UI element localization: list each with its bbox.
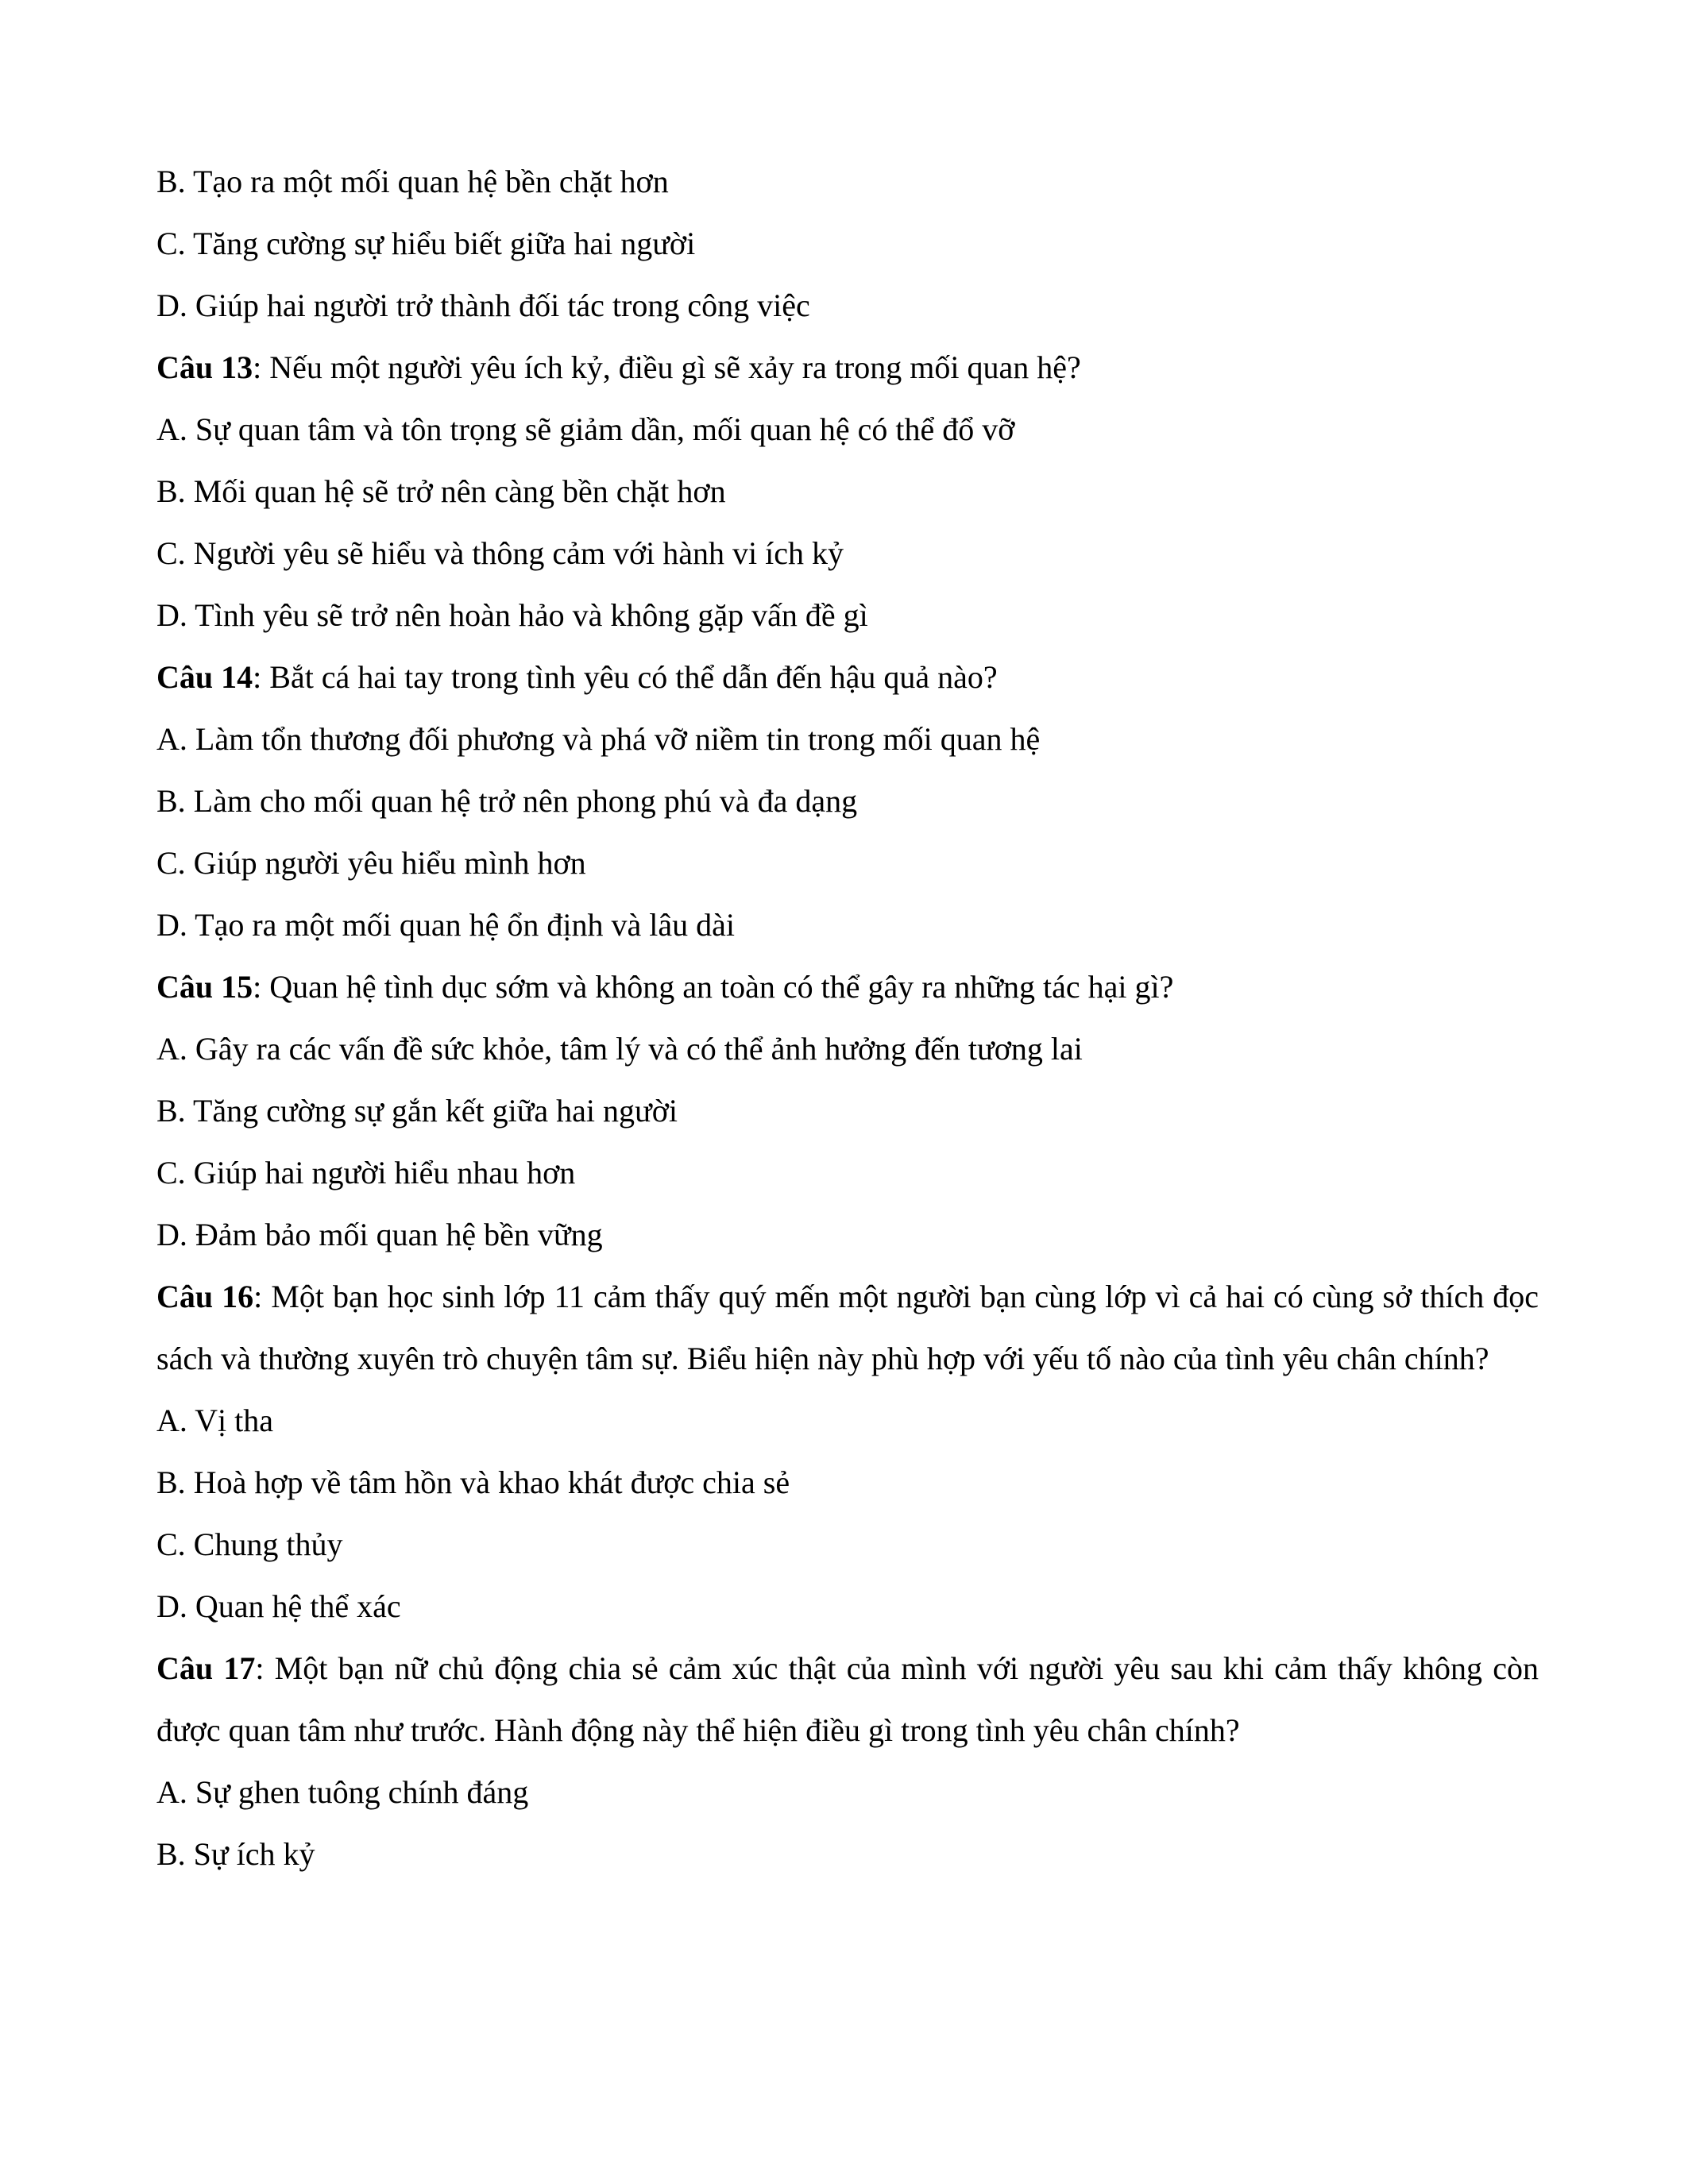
q14-option-d: D. Tạo ra một mối quan hệ ổn định và lâu dài [156, 907, 735, 943]
q17-text: : Một bạn nữ chủ động chia sẻ cảm xúc thật của mình với người yêu sau khi cảm thấy không còn được quan tâm như trước. Hành động này thể hiện điều gì trong tình yêu chân chính? [156, 1650, 1539, 1748]
q14-option-c: C. Giúp người yêu hiểu mình hơn [156, 845, 586, 881]
q14-question [156, 646, 1539, 708]
q16-question [156, 1266, 1539, 1390]
q17-label: Câu 17 [156, 1650, 256, 1686]
q13-option-b: B. Mối quan hệ sẽ trở nên càng bền chặt hơn [156, 473, 726, 509]
q16-option-a: A. Vị tha [156, 1403, 274, 1438]
q15-option-a: A. Gây ra các vấn đề sức khỏe, tâm lý và có thể ảnh hưởng đến tương lai [156, 1031, 1083, 1067]
q16-label: Câu 16 [156, 1279, 254, 1314]
q13-question [156, 337, 1539, 399]
q12-option-c: C. Tăng cường sự hiểu biết giữa hai người [156, 226, 696, 261]
q13-option-c: C. Người yêu sẽ hiểu và thông cảm với hành vi ích kỷ [156, 535, 844, 571]
q13-option-d: D. Tình yêu sẽ trở nên hoàn hảo và không gặp vấn đề gì [156, 597, 868, 633]
q14-option-b: B. Làm cho mối quan hệ trở nên phong phú và đa dạng [156, 783, 858, 819]
q12-option-d: D. Giúp hai người trở thành đối tác trong công việc [156, 287, 810, 323]
q13-text: : Nếu một người yêu ích kỷ, điều gì sẽ xảy ra trong mối quan hệ? [253, 349, 1081, 385]
q15-option-b: B. Tăng cường sự gắn kết giữa hai người [156, 1093, 678, 1129]
q15-option-d: D. Đảm bảo mối quan hệ bền vững [156, 1217, 603, 1252]
q16-text: : Một bạn học sinh lớp 11 cảm thấy quý mến một người bạn cùng lớp vì cả hai có cùng sở thích đọc sách và thường xuyên trò chuyện tâm sự. Biểu hiện này phù hợp với yếu tố nào của tình yêu chân chính? [156, 1279, 1539, 1376]
q15-question [156, 956, 1539, 1018]
q15-text: : Quan hệ tình dục sớm và không an toàn có thể gây ra những tác hại gì? [253, 969, 1174, 1005]
q14-text: : Bắt cá hai tay trong tình yêu có thể dẫn đến hậu quả nào? [253, 659, 998, 695]
q13-label: Câu 13 [156, 349, 253, 385]
q13-option-a: A. Sự quan tâm và tôn trọng sẽ giảm dần, mối quan hệ có thể đổ vỡ [156, 411, 1015, 447]
q15-label: Câu 15 [156, 969, 253, 1005]
q14-option-a: A. Làm tổn thương đối phương và phá vỡ niềm tin trong mối quan hệ [156, 721, 1041, 757]
q17-option-b: B. Sự ích kỷ [156, 1836, 315, 1872]
q17-question [156, 1638, 1539, 1761]
q14-label: Câu 14 [156, 659, 253, 695]
q16-option-b: B. Hoà hợp về tâm hồn và khao khát được chia sẻ [156, 1464, 790, 1500]
q16-option-c: C. Chung thủy [156, 1526, 343, 1562]
q17-option-a: A. Sự ghen tuông chính đáng [156, 1774, 529, 1810]
q12-option-b: B. Tạo ra một mối quan hệ bền chặt hơn [156, 164, 669, 199]
q16-option-d: D. Quan hệ thể xác [156, 1588, 401, 1624]
document-content [156, 151, 1539, 1885]
q15-option-c: C. Giúp hai người hiểu nhau hơn [156, 1155, 576, 1190]
